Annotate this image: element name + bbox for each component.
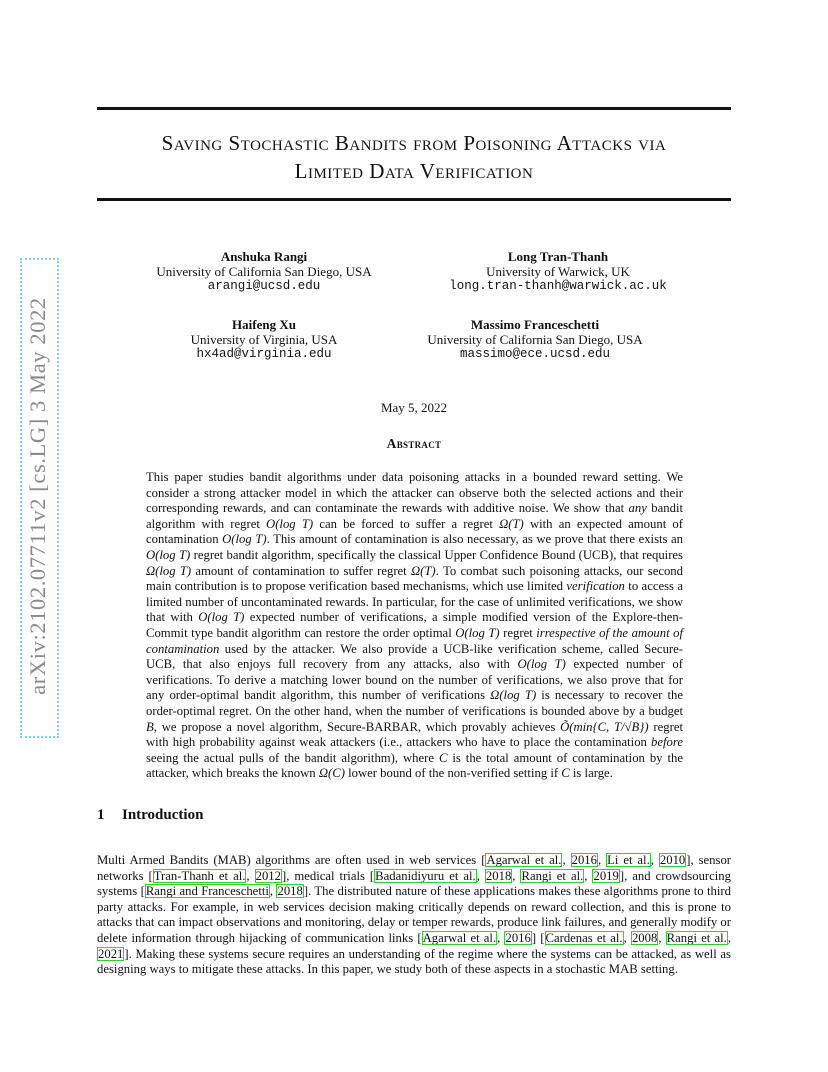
abstract-text: is large. <box>569 766 613 781</box>
citation-link[interactable]: Badanidiyuru et al. <box>375 868 476 883</box>
abstract-text: expected number of verifications. To derive a matching lower bound on the number of verifications, we also prove that for any order-optimal bandit algorithm, this number of verifications <box>146 657 683 703</box>
author-name: Haifeng Xu <box>232 317 296 332</box>
citation-link[interactable]: 2008 <box>631 930 658 945</box>
abstract-text: regret bandit algorithm, specifically the classical Upper Confidence Bound (UCB), that requires <box>190 547 683 562</box>
citation-link[interactable]: Tran-Thanh et al. <box>153 868 246 883</box>
author-email[interactable]: hx4ad@virginia.edu <box>196 347 332 361</box>
math-expression: Ω(T) <box>499 516 524 531</box>
citation-link[interactable]: Rangi et al. <box>521 868 584 883</box>
publication-date: May 5, 2022 <box>380 400 448 415</box>
title-rule-top <box>97 107 731 110</box>
citation-link[interactable]: Rangi and Franceschetti <box>145 884 269 899</box>
math-expression: O(log T) <box>266 516 314 531</box>
math-expression: Ω(log T) <box>490 688 537 703</box>
math-expression: Õ(min{C, T/√B}) <box>560 719 649 734</box>
citation-link[interactable]: Agarwal et al. <box>486 853 562 867</box>
abstract-text: lower bound of the non-verified setting if <box>344 766 562 781</box>
math-expression: C <box>561 766 570 781</box>
author-block <box>119 317 409 362</box>
paper-title-line-2: Limited Data Verification <box>294 159 534 183</box>
author-name: Long Tran-Thanh <box>507 249 609 264</box>
body-text: ]. The distributed nature of these applications makes these algorithms prone to third party attacks. For example, in web services decision making critically depends on reward collection, and this is prone to attacks that can impact observations and monitoring, delay or temper rewards, produce link failures, and generally modify or delete information through hijacking of communication links [ <box>97 884 731 945</box>
abstract-text: . This amount of contamination is also necessary, as we prove that there exists an <box>266 532 683 547</box>
citation-link[interactable]: 2018 <box>277 884 303 899</box>
citation-link[interactable]: Agarwal et al. <box>422 930 497 945</box>
author-affiliation: University of California San Diego, USA <box>427 332 643 347</box>
abstract-heading: Abstract <box>386 436 442 451</box>
abstract-text: used by the attacker. We also provide a UCB-like verification scheme, called Secure-UCB, that also enjoys full recovery from any attacks, also with <box>146 641 683 672</box>
math-expression: B <box>146 719 154 734</box>
author-name: Anshuka Rangi <box>220 249 308 264</box>
abstract-text: regret <box>499 625 537 640</box>
abstract-text: . To combat such poisoning attacks, our second main contribution is to propose verification based mechanisms, which use limited <box>146 563 683 594</box>
abstract-emphasis: verification <box>566 579 625 594</box>
math-expression: O(log T) <box>455 625 500 640</box>
body-text: ] [ <box>531 930 545 945</box>
math-expression: O(log T) <box>222 532 267 547</box>
body-text: Multi Armed Bandits (MAB) algorithms are often used in web services [ <box>97 853 486 867</box>
abstract-text: seeing the actual pulls of the bandit algorithm), where <box>146 750 439 765</box>
abstract-text: amount of contamination to suffer regret <box>191 563 411 578</box>
citation-link[interactable]: 2018 <box>485 868 512 883</box>
citation-link[interactable]: 2010 <box>659 853 686 867</box>
author-block <box>413 249 703 294</box>
section-title: Introduction <box>122 807 204 823</box>
body-text: ], medical trials [ <box>281 868 375 883</box>
author-block <box>390 317 680 362</box>
math-expression: O(log T) <box>146 547 191 562</box>
paper-title-line-1: Saving Stochastic Bandits from Poisoning Attacks via <box>161 131 667 155</box>
citation-link[interactable]: 2019 <box>593 868 619 883</box>
author-affiliation: University of California San Diego, USA <box>156 264 372 279</box>
math-expression: O(log T) <box>517 657 566 672</box>
section-number: 1 <box>97 807 105 823</box>
abstract-text: , we propose a novel algorithm, Secure-BARBAR, which provably achieves <box>153 719 561 734</box>
author-affiliation: University of Warwick, UK <box>486 264 630 279</box>
abstract-text: is necessary to recover the order-optimal regret. On the other hand, when the number of verifications is bounded above by a budget <box>146 688 683 718</box>
body-text: ]. Making these systems secure requires an understanding of the regime where the systems can be attacked, as well as designing ways to mitigate these attacks. In this paper, we study both of these aspects in a stochastic MAB setting. <box>97 946 731 977</box>
abstract-emphasis: irrespective of the amount of contamination <box>146 625 684 656</box>
math-expression: Ω(log T) <box>146 563 192 578</box>
author-name: Massimo Franceschetti <box>470 317 600 332</box>
citation-link[interactable]: Rangi et al. <box>666 930 727 945</box>
citation-link[interactable]: Li et al. <box>607 853 650 867</box>
citation-link[interactable]: 2012 <box>255 868 281 883</box>
author-affiliation: University of Virginia, USA <box>190 332 338 347</box>
abstract-text: is the total amount of contamination by the attacker, which breaks the known <box>146 750 683 781</box>
author-email[interactable]: arangi@ucsd.edu <box>207 279 321 293</box>
arxiv-identifier[interactable]: arXiv:2102.07711v2 [cs.LG] 3 May 2022 <box>25 297 50 695</box>
author-block <box>119 249 409 294</box>
citation-link[interactable]: 2016 <box>505 930 531 945</box>
abstract-text: bandit algorithm with regret <box>146 501 683 531</box>
abstract-text: with an expected amount of contamination <box>146 516 683 547</box>
author-email[interactable]: massimo@ece.ucsd.edu <box>459 347 611 361</box>
title-rule-bottom <box>97 198 731 201</box>
introduction-paragraph: Multi Armed Bandits (MAB) algorithms are often used in web services [Agarwal et al., 2016, Li et al., 2010], sensor networks [Tran-Thanh et al., 2012], medical trials [Badanidiyuru et al., 2018, Rangi et al., 2019], and crowdsourcing systems [Rangi and Franceschetti, 2018]. The distributed nature of these applications makes these algorithms prone to third party attacks. For example, in web services decision making critically depends on reward collection, and this is prone to attacks that can impact observations and monitoring, delay or temper rewards, produce link failures, and generally modify or delete information through hijacking of communication links [Agarwal et al., 2016] [Cardenas et al., 2008, Rangi et al., 2021]. Making these systems secure requires an understanding of the regime where the systems can be attacked, as well as designing ways to mitigate these attacks. In this paper, we study both of these aspects in a stochastic MAB setting. <box>97 853 732 977</box>
abstract-text: to access a limited number of uncontaminated rewards. In particular, for the case of unlimited verifications, we show that with <box>146 579 683 625</box>
abstract-emphasis: before <box>651 735 683 750</box>
abstract-emphasis: any <box>628 501 647 516</box>
section-heading <box>97 807 203 824</box>
math-expression: C <box>438 750 448 765</box>
citation-link[interactable]: 2016 <box>571 853 597 867</box>
citation-link[interactable]: 2021 <box>98 946 124 961</box>
math-expression: Ω(T) <box>410 563 436 578</box>
author-email[interactable]: long.tran-thanh@warwick.ac.uk <box>449 279 667 293</box>
body-text: ], sensor networks [ <box>97 853 732 883</box>
math-expression: Ω(C) <box>318 766 345 781</box>
body-text: ], and crowdsourcing systems [ <box>97 868 731 899</box>
math-expression: O(log T) <box>198 610 245 625</box>
abstract-text: can be forced to suffer a regret <box>313 516 500 531</box>
abstract-text: This paper studies bandit algorithms under data poisoning attacks in a bounded reward setting. We consider a strong attacker model in which the attacker can observe both the selected actions and their corresponding rewards, and can contaminate the rewards with additive noise. We show that <box>146 470 683 516</box>
abstract-paragraph <box>146 470 683 782</box>
citation-link[interactable]: Cardenas et al. <box>545 930 623 945</box>
abstract-text: expected number of verifications, a simple modified version of the Explore-then-Commit type bandit algorithm can restore the order optimal <box>146 610 683 640</box>
abstract-text: regret with high probability against weak attackers (i.e., attackers who have to place the contamination <box>146 719 683 750</box>
